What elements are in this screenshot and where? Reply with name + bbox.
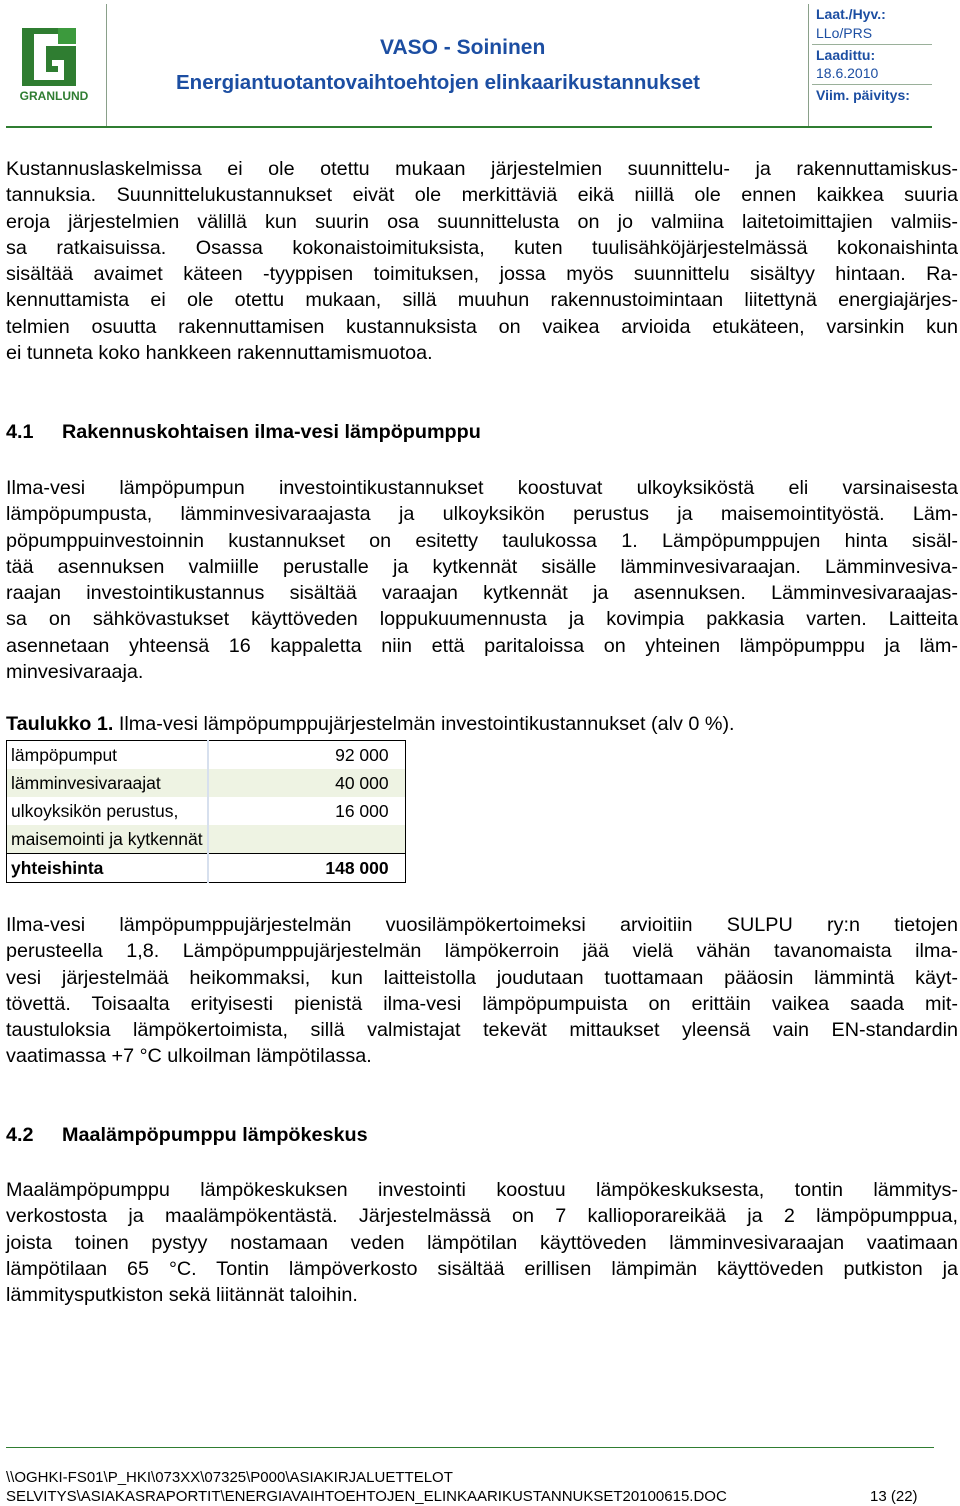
intro-paragraph: [6, 156, 958, 366]
table-cell-value: 16 000: [335, 800, 389, 821]
section-title: Maalämpöpumppu lämpökeskus: [62, 1124, 368, 1146]
text-line: Maalämpöpumppu lämpökeskuksen investointi koostuu lämpökeskuksesta, tontin lämmitys-: [6, 1179, 958, 1201]
table-caption-text: Ilma-vesi lämpöpumppujärjestelmän investointikustannukset (alv 0 %).: [118, 713, 735, 735]
updated-label: Viim. päivitys:: [816, 87, 910, 103]
table-cell-value: 92 000: [335, 744, 389, 765]
text-line: joista toinen pystyy nostamaan veden lämpötilan käyttöveden lämminvesivaraajan vaatimaan: [6, 1231, 958, 1254]
section-41-paragraph-2: [6, 912, 958, 1070]
text-line: Kustannuslaskelmissa ei ole otettu mukaan järjestelmien suunnittelu- ja rakennuttamiskus-: [6, 158, 958, 180]
table-caption-label: Taulukko 1.: [6, 713, 114, 735]
text-line: tövettä. Toisaalta erityisesti pienistä ilma-vesi lämpöpumpuista on erittäin vaikea saada mit-: [6, 992, 958, 1015]
text-line: sa ratkaisuissa. Osassa kokonaistoimituksista, kuten tuulisähköjärjestelmässä kokonaishinta: [6, 236, 958, 259]
section-42-paragraph: [6, 1177, 958, 1308]
text-line: raajan investointikustannus sisältää varaajan kytkennät ja asennuksen. Lämminvesivaraajas-: [6, 582, 958, 605]
text-line: sisältää avaimet käteen -tyyppisen toimituksen, jossa myös suunnittelu sisältyy hintaan. Ra-: [6, 263, 958, 286]
text-line: lämpötilaan 65 °C. Tontin lämpöverkosto sisältää erillisen lämpimän käyttöveden putkiston ja: [6, 1257, 958, 1280]
text-line: Ilma-vesi lämpöpumppujärjestelmän vuosilämpökertoimeksi arvioitiin SULPU ry:n tietojen: [6, 914, 958, 936]
text-line: perusteella 1,8. Lämpöpumppujärjestelmän lämpökerroin jää vielä vähän tavanomaista ilma-: [6, 940, 958, 963]
approver-label: Laat./Hyv.:: [816, 6, 886, 22]
table-cell-label: lämpöpumput: [7, 741, 208, 770]
document-title: VASO - Soininen: [380, 36, 546, 59]
text-line: Ilma-vesi lämpöpumpun investointikustannukset koostuvat ulkoyksiköstä eli varsinaisesta: [6, 477, 958, 499]
section-41-paragraph: [6, 475, 958, 685]
granlund-logo-mark: [14, 22, 94, 104]
header-divider: [808, 4, 809, 126]
text-line: vesi järjestelmää heikommaksi, kun laitteistolla joudutaan tuottamaan pääosin lämmintä käyt-: [6, 966, 958, 989]
text-line: taustuloksia lämpökertoimista, sillä valmistajat tekevät mittaukset yleensä vain EN-standardin: [6, 1019, 958, 1042]
text-line: lämpöpumpusta, lämminvesivaraajasta ja ulkoyksikön perustus ja maisemointityöstä. Läm-: [6, 503, 958, 526]
text-line: vaatimassa +7 °C ulkoilman lämpötilassa.: [6, 1045, 372, 1068]
document-subtitle: Energiantuotantovaihtoehtojen elinkaarikustannukset: [176, 71, 700, 94]
table-row: [7, 825, 406, 854]
footer-rule: [6, 1447, 934, 1448]
cost-table: [6, 740, 406, 883]
text-line: sa on sähkövastukset käyttöveden loppukuumennusta ja kovimpia pakkasia varten. Laitteita: [6, 608, 958, 631]
table-cell-label: lämminvesivaraajat: [7, 769, 208, 797]
section-number: 4.1: [6, 421, 34, 443]
text-line: tää asennuksen valmiille perustalle ja kytkennät sisälle lämminvesivaraajan. Lämminvesiva-: [6, 555, 958, 578]
footer-path-line-2: SELVITYS\ASIAKASRAPORTIT\ENERGIAVAIHTOEHTOJEN_ELINKAARIKUSTANNUKSET20100615.DOC: [6, 1488, 727, 1505]
created-value: 18.6.2010: [816, 65, 879, 81]
text-line: ei tunneta koko hankkeen rakennuttamismuotoa.: [6, 342, 433, 365]
section-heading: [6, 1124, 368, 1147]
meta-separator: [812, 84, 932, 85]
text-line: pöpumppuinvestoinnin kustannukset on esitetty taulukossa 1. Lämpöpumppujen hinta sisäl-: [6, 529, 958, 552]
section-number: 4.2: [6, 1124, 34, 1146]
created-label: Laadittu:: [816, 47, 876, 63]
section-title: Rakennuskohtaisen ilma-vesi lämpöpumppu: [62, 421, 481, 443]
text-line: tannuksia. Suunnittelukustannukset eivät ole merkittäviä eikä niillä ole ennen kaikkea suuria: [6, 184, 958, 207]
granlund-logo: [14, 22, 94, 104]
table-row: [7, 797, 406, 825]
table-total-row: [7, 854, 406, 883]
header-rule: [6, 126, 932, 128]
table-cell-label: ulkoyksikön perustus,: [7, 797, 208, 825]
text-line: kennuttamista ei ole otettu mukaan, sillä muuhun rakennustoimintaan liitettynä energiajärjes-: [6, 289, 958, 312]
page-number: 13 (22): [870, 1488, 918, 1505]
table-cell-value: 40 000: [208, 769, 406, 797]
table-total-value: 148 000: [208, 854, 406, 883]
table-cell-value: [208, 825, 406, 854]
section-heading: [6, 421, 481, 444]
table-row: [7, 769, 406, 797]
table-caption: [6, 713, 735, 736]
text-line: lämmitysputkiston sekä liitännät taloihin.: [6, 1284, 358, 1307]
text-line: eroja järjestelmien välillä kun suurin osa suunnittelusta on jo valmiina laitetoimittajien valmiis-: [6, 210, 958, 233]
meta-separator: [812, 44, 932, 45]
approver-value: LLo/PRS: [816, 25, 873, 41]
table-total-label: yhteishinta: [7, 854, 208, 883]
logo-text: GRANLUND: [19, 89, 89, 103]
table-cell-label: maisemointi ja kytkennät: [7, 825, 208, 854]
text-line: telmien osuutta rakennuttamisen kustannuksista on vaikea arvioida etukäteen, varsinkin kun: [6, 315, 958, 338]
text-line: asennetaan yhteensä 16 kappaletta niin että paritaloissa on yhteinen lämpöpumppu ja läm-: [6, 634, 958, 657]
header-divider: [106, 4, 107, 126]
text-line: minvesivaraaja.: [6, 661, 144, 684]
text-line: verkostosta ja maalämpökentästä. Järjestelmässä on 7 kallioporareikää ja 2 lämpöpumppua,: [6, 1205, 958, 1228]
footer-path-line-1: \\OGHKI-FS01\P_HKI\073XX\07325\P000\ASIAKIRJALUETTELOT: [6, 1469, 453, 1486]
table-row: [7, 741, 406, 770]
